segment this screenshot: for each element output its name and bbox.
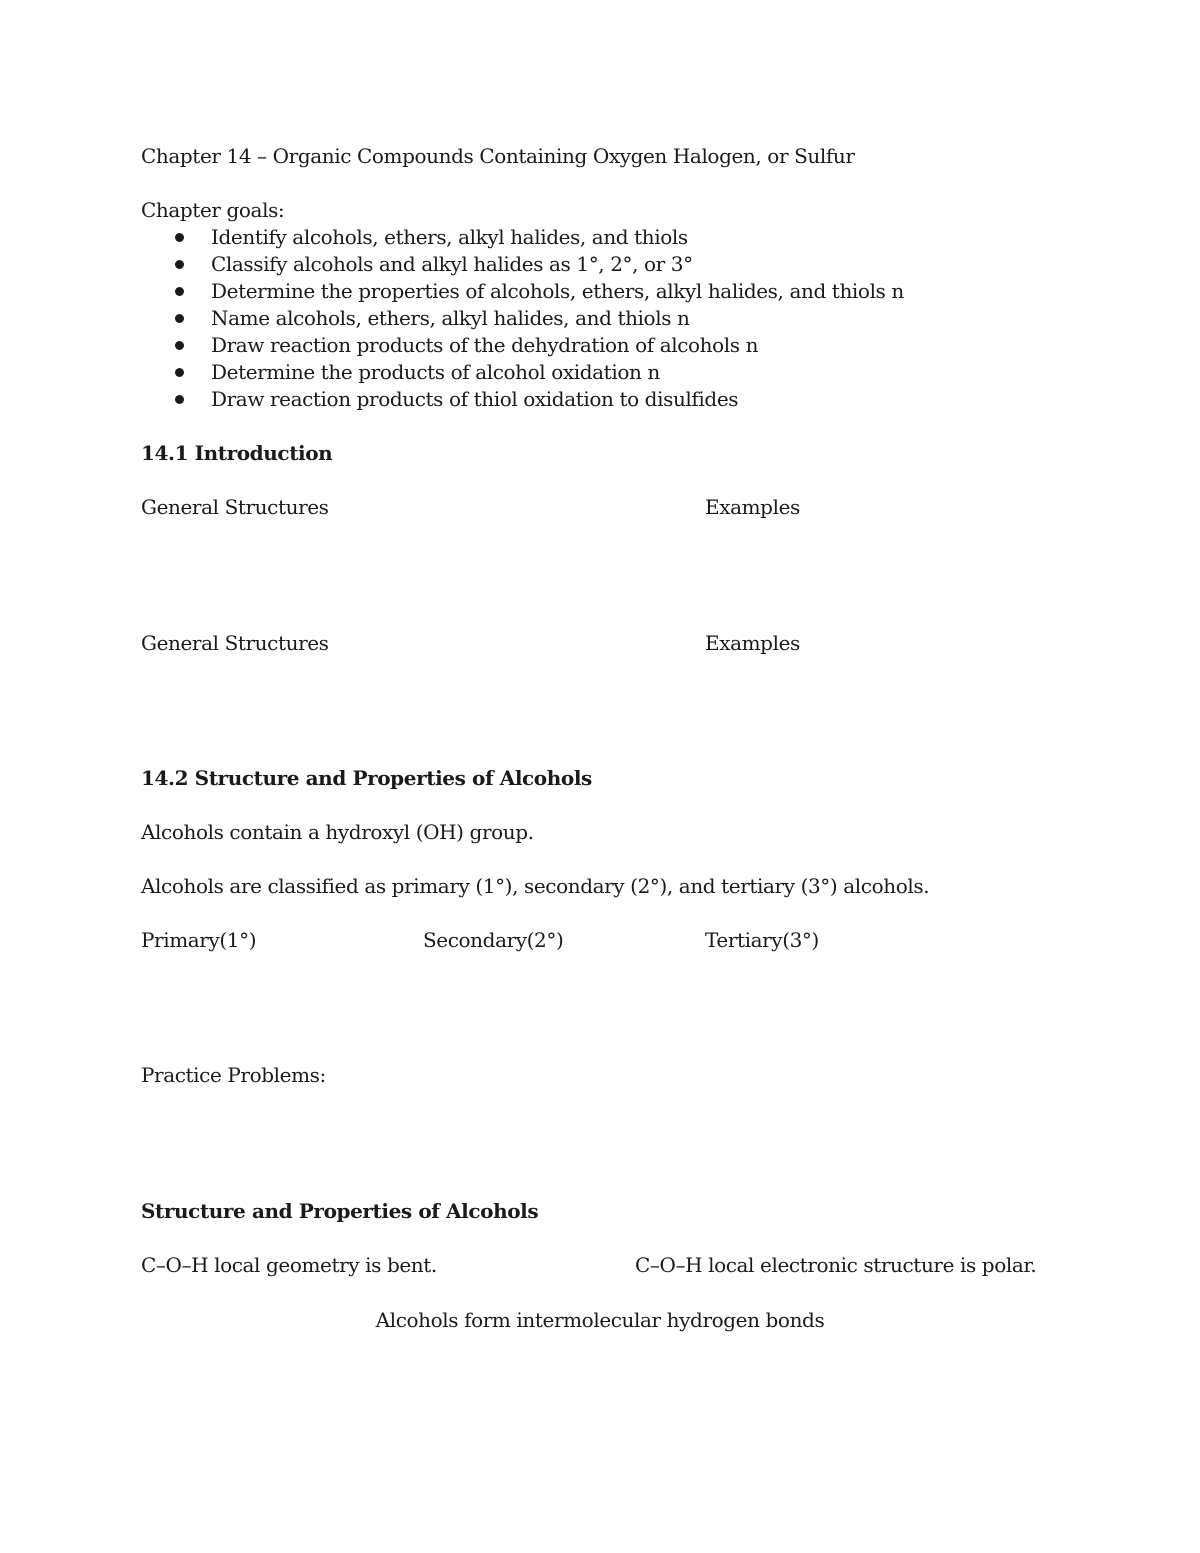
bullet-icon <box>175 260 184 269</box>
bullet-icon <box>175 314 184 323</box>
polarity-statement: C–O–H local electronic structure is polar. <box>635 1253 1037 1277</box>
list-item: Name alcohols, ethers, alkyl halides, and thiols n <box>141 305 904 332</box>
list-item: Draw reaction products of thiol oxidation to disulfides <box>141 386 904 413</box>
bullet-icon <box>175 341 184 350</box>
examples-label: Examples <box>705 631 800 655</box>
class-primary-label: Primary(1°) <box>141 928 257 952</box>
chapter-title: Chapter 14 – Organic Compounds Containing Oxygen Halogen, or Sulfur <box>141 144 855 168</box>
list-item: Classify alcohols and alkyl halides as 1°, 2°, or 3° <box>141 251 904 278</box>
list-item: Identify alcohols, ethers, alkyl halides, and thiols <box>141 224 904 251</box>
list-item: Determine the products of alcohol oxidation n <box>141 359 904 386</box>
paragraph-hydroxyl: Alcohols contain a hydroxyl (OH) group. <box>141 820 534 844</box>
bullet-icon <box>175 395 184 404</box>
goals-list <box>141 224 904 413</box>
class-tertiary-label: Tertiary(3°) <box>705 928 819 952</box>
section-heading-structure: Structure and Properties of Alcohols <box>141 1199 539 1223</box>
hydrogen-bonds-statement: Alcohols form intermolecular hydrogen bonds <box>375 1308 825 1332</box>
section-heading-alcohols: 14.2 Structure and Properties of Alcohols <box>141 766 592 790</box>
practice-problems-label: Practice Problems: <box>141 1063 326 1087</box>
bullet-icon <box>175 233 184 242</box>
list-item: Determine the properties of alcohols, ethers, alkyl halides, and thiols n <box>141 278 904 305</box>
section-heading-introduction: 14.1 Introduction <box>141 441 333 465</box>
list-item: Draw reaction products of the dehydration of alcohols n <box>141 332 904 359</box>
general-structures-label: General Structures <box>141 495 329 519</box>
bullet-icon <box>175 287 184 296</box>
bullet-icon <box>175 368 184 377</box>
general-structures-label: General Structures <box>141 631 329 655</box>
goals-heading: Chapter goals: <box>141 198 285 222</box>
paragraph-classification: Alcohols are classified as primary (1°), secondary (2°), and tertiary (3°) alcohols. <box>141 874 930 898</box>
class-secondary-label: Secondary(2°) <box>423 928 564 952</box>
examples-label: Examples <box>705 495 800 519</box>
geometry-statement: C–O–H local geometry is bent. <box>141 1253 437 1277</box>
